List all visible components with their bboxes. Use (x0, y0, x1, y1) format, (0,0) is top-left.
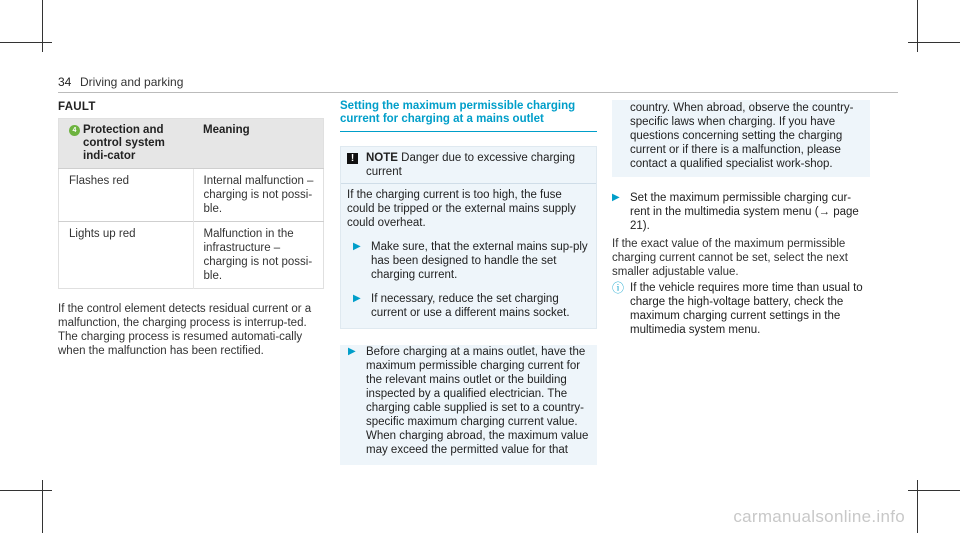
note-divider (341, 183, 596, 184)
triangle-right-icon: ▶ (353, 293, 361, 304)
fault-heading: FAULT (58, 101, 96, 113)
fault-table-header-meaning: Meaning (193, 119, 324, 169)
info-circle-icon: ⓘ (612, 281, 625, 295)
list-item (340, 345, 597, 465)
crop-mark (908, 490, 960, 491)
header-rule (58, 92, 898, 93)
item-4-badge-icon: 4 (69, 125, 80, 136)
table-cell-meaning: Malfunction in the infrastructure – charging is not possi-ble. (193, 222, 324, 289)
list-item (347, 240, 590, 282)
page-number: 34 (58, 75, 72, 89)
warning-square-icon: ! (347, 153, 358, 164)
continued-box (612, 100, 870, 177)
table-cell-meaning: Internal malfunction – charging is not possi-ble. (193, 169, 324, 222)
crop-mark (0, 490, 52, 491)
triangle-right-icon: ▶ (348, 346, 356, 357)
info-note (612, 281, 870, 337)
bullet-text: If necessary, reduce the set charging current or use a different mains socket. (371, 293, 570, 319)
list-item (347, 292, 590, 320)
table-row (59, 169, 324, 222)
triangle-right-icon: ▶ (353, 241, 361, 252)
crop-mark (42, 480, 43, 533)
crop-mark (917, 480, 918, 533)
fault-col1-label: Protection and control system indi-cator (83, 124, 165, 162)
fault-table-header-indicator (59, 119, 194, 169)
section-title: Driving and parking (80, 75, 184, 89)
note-box (340, 146, 597, 329)
watermark-text: carmanualsonline.info (733, 507, 905, 526)
crop-mark (917, 0, 918, 52)
paragraph: If the exact value of the maximum permissible charging current cannot be set, select the next smaller adjustable value. (612, 238, 848, 278)
note-label: NOTE (366, 152, 398, 164)
fault-table (58, 118, 324, 289)
table-cell-indicator: Lights up red (59, 222, 194, 289)
continued-text: country. When abroad, observe the country-specific laws when charging. If you have questions concerning setting the charging current or if there is a malfunction, please contact a qualified specialist work-shop. (630, 102, 854, 170)
fault-paragraph: If the control element detects residual current or a malfunction, the charging process is interrup-ted. The charging process is resumed automati-cally when the malfunction has been rectified. (58, 303, 312, 357)
info-text: If the vehicle requires more time than usual to charge the high-voltage battery, check the maximum charging current settings in the multimedia system menu. (630, 282, 863, 336)
bullet-text: Set the maximum permissible charging cur-rent in the multimedia system menu (→ page 21). (630, 192, 859, 232)
crop-mark (42, 0, 43, 52)
setting-column (340, 100, 597, 465)
fault-column (58, 100, 324, 358)
crop-mark (908, 42, 960, 43)
note-text: Danger due to excessive charging current (366, 152, 576, 178)
bullet-text: Before charging at a mains outlet, have the maximum permissible charging current for the relevant mains outlet or the building inspected by a qualified electrician. The charging cable supplied is set to a country-specific maximum charging current value. When charging abroad, the maximum value may exceed the permitted value for that (366, 346, 589, 456)
table-cell-indicator: Flashes red (59, 169, 194, 222)
note-body: If the charging current is too high, the fuse could be tripped or the external mains supply could overheat. (347, 189, 576, 229)
continued-column (612, 100, 870, 337)
table-row (59, 222, 324, 289)
bullet-text: Make sure, that the external mains sup-ply has been designed to handle the set charging current. (371, 241, 588, 281)
triangle-right-icon: ▶ (612, 192, 620, 203)
crop-mark (0, 42, 52, 43)
setting-heading: Setting the maximum permissible charging current for charging at a mains outlet (340, 100, 597, 132)
list-item (612, 191, 870, 233)
